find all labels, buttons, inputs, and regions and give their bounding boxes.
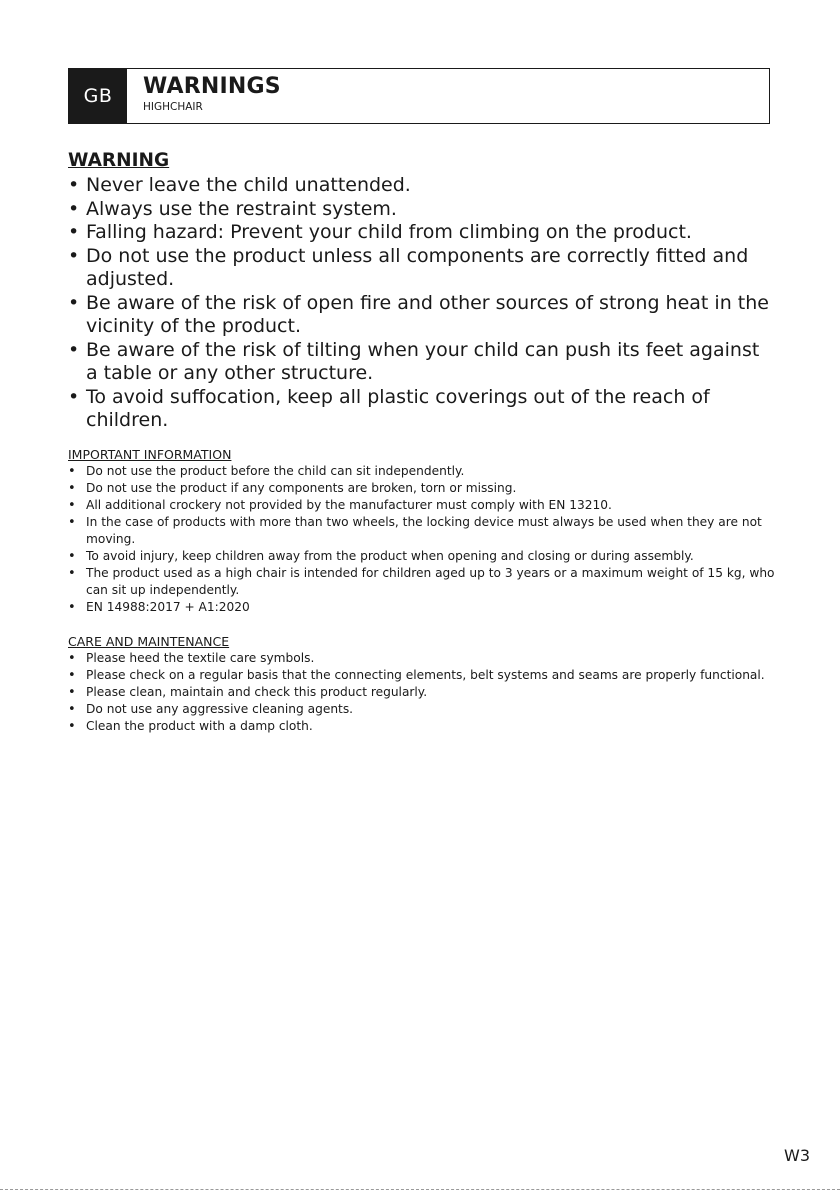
important-section: [68, 446, 776, 616]
important-list: [68, 463, 776, 616]
language-badge: GB: [69, 69, 127, 123]
page-subtitle: HIGHCHAIR: [143, 101, 203, 113]
list-item: • Do not use the product unless all components are correctly fitted and adjusted.: [68, 245, 770, 292]
header-box: [68, 68, 770, 124]
title-block: [127, 69, 281, 123]
list-item: • Do not use the product if any components are broken, torn or missing.: [68, 480, 776, 497]
care-heading: CARE AND MAINTENANCE: [68, 634, 230, 649]
list-item: • In the case of products with more than two wheels, the locking device must always be used when they are not moving.: [68, 514, 776, 548]
list-item: • The product used as a high chair is intended for children aged up to 3 years or a maximum weight of 15 kg, who can sit up independently.: [68, 565, 776, 599]
list-item: • Do not use the product before the child can sit independently.: [68, 463, 776, 480]
page-title: WARNINGS: [143, 74, 281, 99]
footer-divider: [0, 1189, 840, 1190]
list-item: • Please heed the textile care symbols.: [68, 650, 776, 667]
warning-heading: WARNING: [68, 150, 170, 171]
list-item: • EN 14988:2017 + A1:2020: [68, 599, 776, 616]
list-item: • Be aware of the risk of tilting when your child can push its feet against a table or any other structure.: [68, 339, 770, 386]
care-list: [68, 650, 776, 735]
list-item: • All additional crockery not provided by the manufacturer must comply with EN 13210.: [68, 497, 776, 514]
list-item: • Clean the product with a damp cloth.: [68, 718, 776, 735]
list-item: • To avoid suffocation, keep all plastic coverings out of the reach of children.: [68, 386, 770, 433]
list-item: • Do not use any aggressive cleaning agents.: [68, 701, 776, 718]
care-section: [68, 633, 776, 735]
list-item: • To avoid injury, keep children away from the product when opening and closing or during assembly.: [68, 548, 776, 565]
warning-section: [68, 148, 770, 433]
page-number: W3: [784, 1146, 810, 1165]
list-item: • Falling hazard: Prevent your child from climbing on the product.: [68, 221, 770, 245]
important-heading: IMPORTANT INFORMATION: [68, 447, 232, 462]
list-item: • Never leave the child unattended.: [68, 174, 770, 198]
warning-list: [68, 174, 770, 433]
list-item: • Please check on a regular basis that the connecting elements, belt systems and seams are properly functional.: [68, 667, 776, 684]
list-item: • Please clean, maintain and check this product regularly.: [68, 684, 776, 701]
list-item: • Be aware of the risk of open fire and other sources of strong heat in the vicinity of the product.: [68, 292, 770, 339]
list-item: • Always use the restraint system.: [68, 198, 770, 222]
